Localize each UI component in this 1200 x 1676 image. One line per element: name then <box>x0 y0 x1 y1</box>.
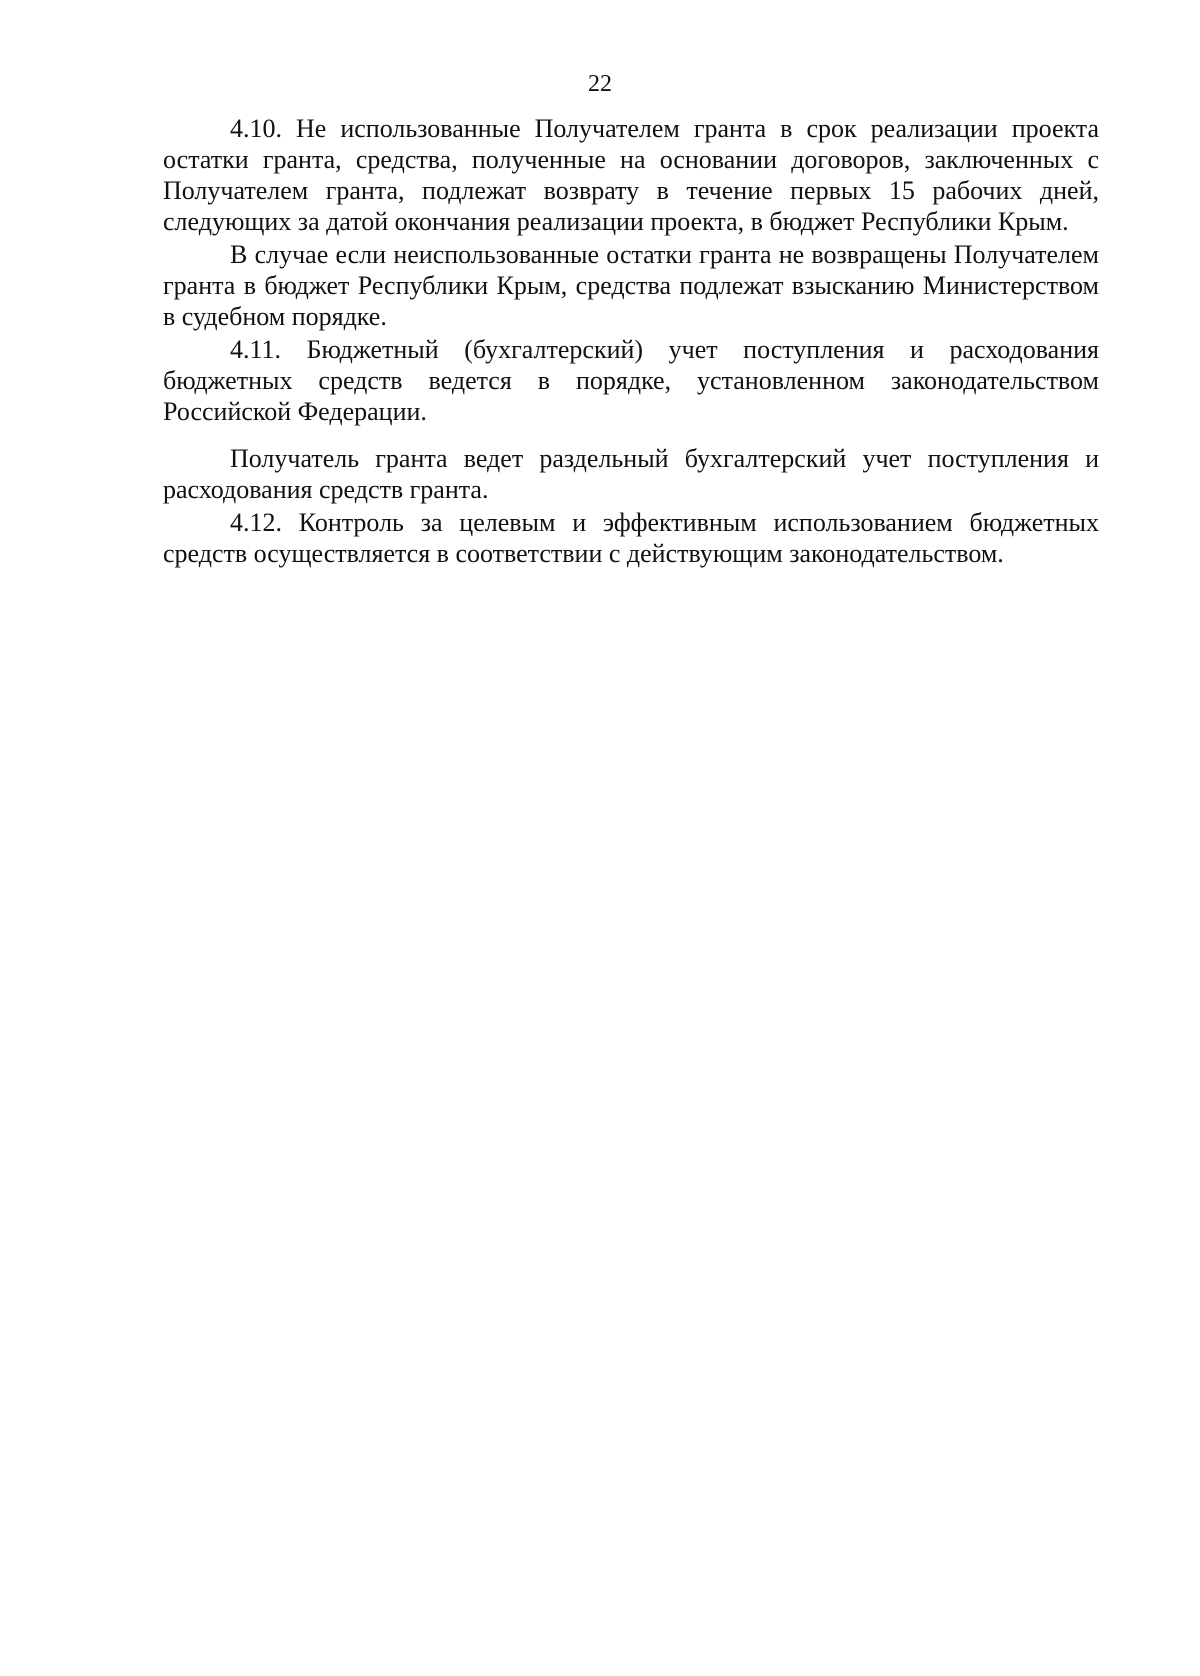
page-number: 22 <box>588 71 612 97</box>
document-body <box>163 113 1099 571</box>
paragraph-separate-accounting: Получатель гранта ведет раздельный бухгалтерский учет поступления и расходования средств гранта. <box>163 444 1099 504</box>
paragraph-4-11: 4.11. Бюджетный (бухгалтерский) учет поступления и расходования бюджетных средств ведется в порядке, установленном законодательством Российской Федерации. <box>163 335 1099 426</box>
paragraph-4-12: 4.12. Контроль за целевым и эффективным использованием бюджетных средств осуществляется в соответствии с действующим законодательством. <box>163 508 1099 568</box>
paragraph-refund-enforcement: В случае если неиспользованные остатки гранта не возвращены Получателем гранта в бюджет Республики Крым, средства подлежат взысканию Министерством в судебном порядке. <box>163 240 1099 331</box>
paragraph-4-10: 4.10. Не использованные Получателем гранта в срок реализации проекта остатки гранта, средства, полученные на основании договоров, заключенных с Получателем гранта, подлежат возврату в течение первых 15 рабочих дней, следующих за датой окончания реализации проекта, в бюджет Республики Крым. <box>163 114 1099 236</box>
